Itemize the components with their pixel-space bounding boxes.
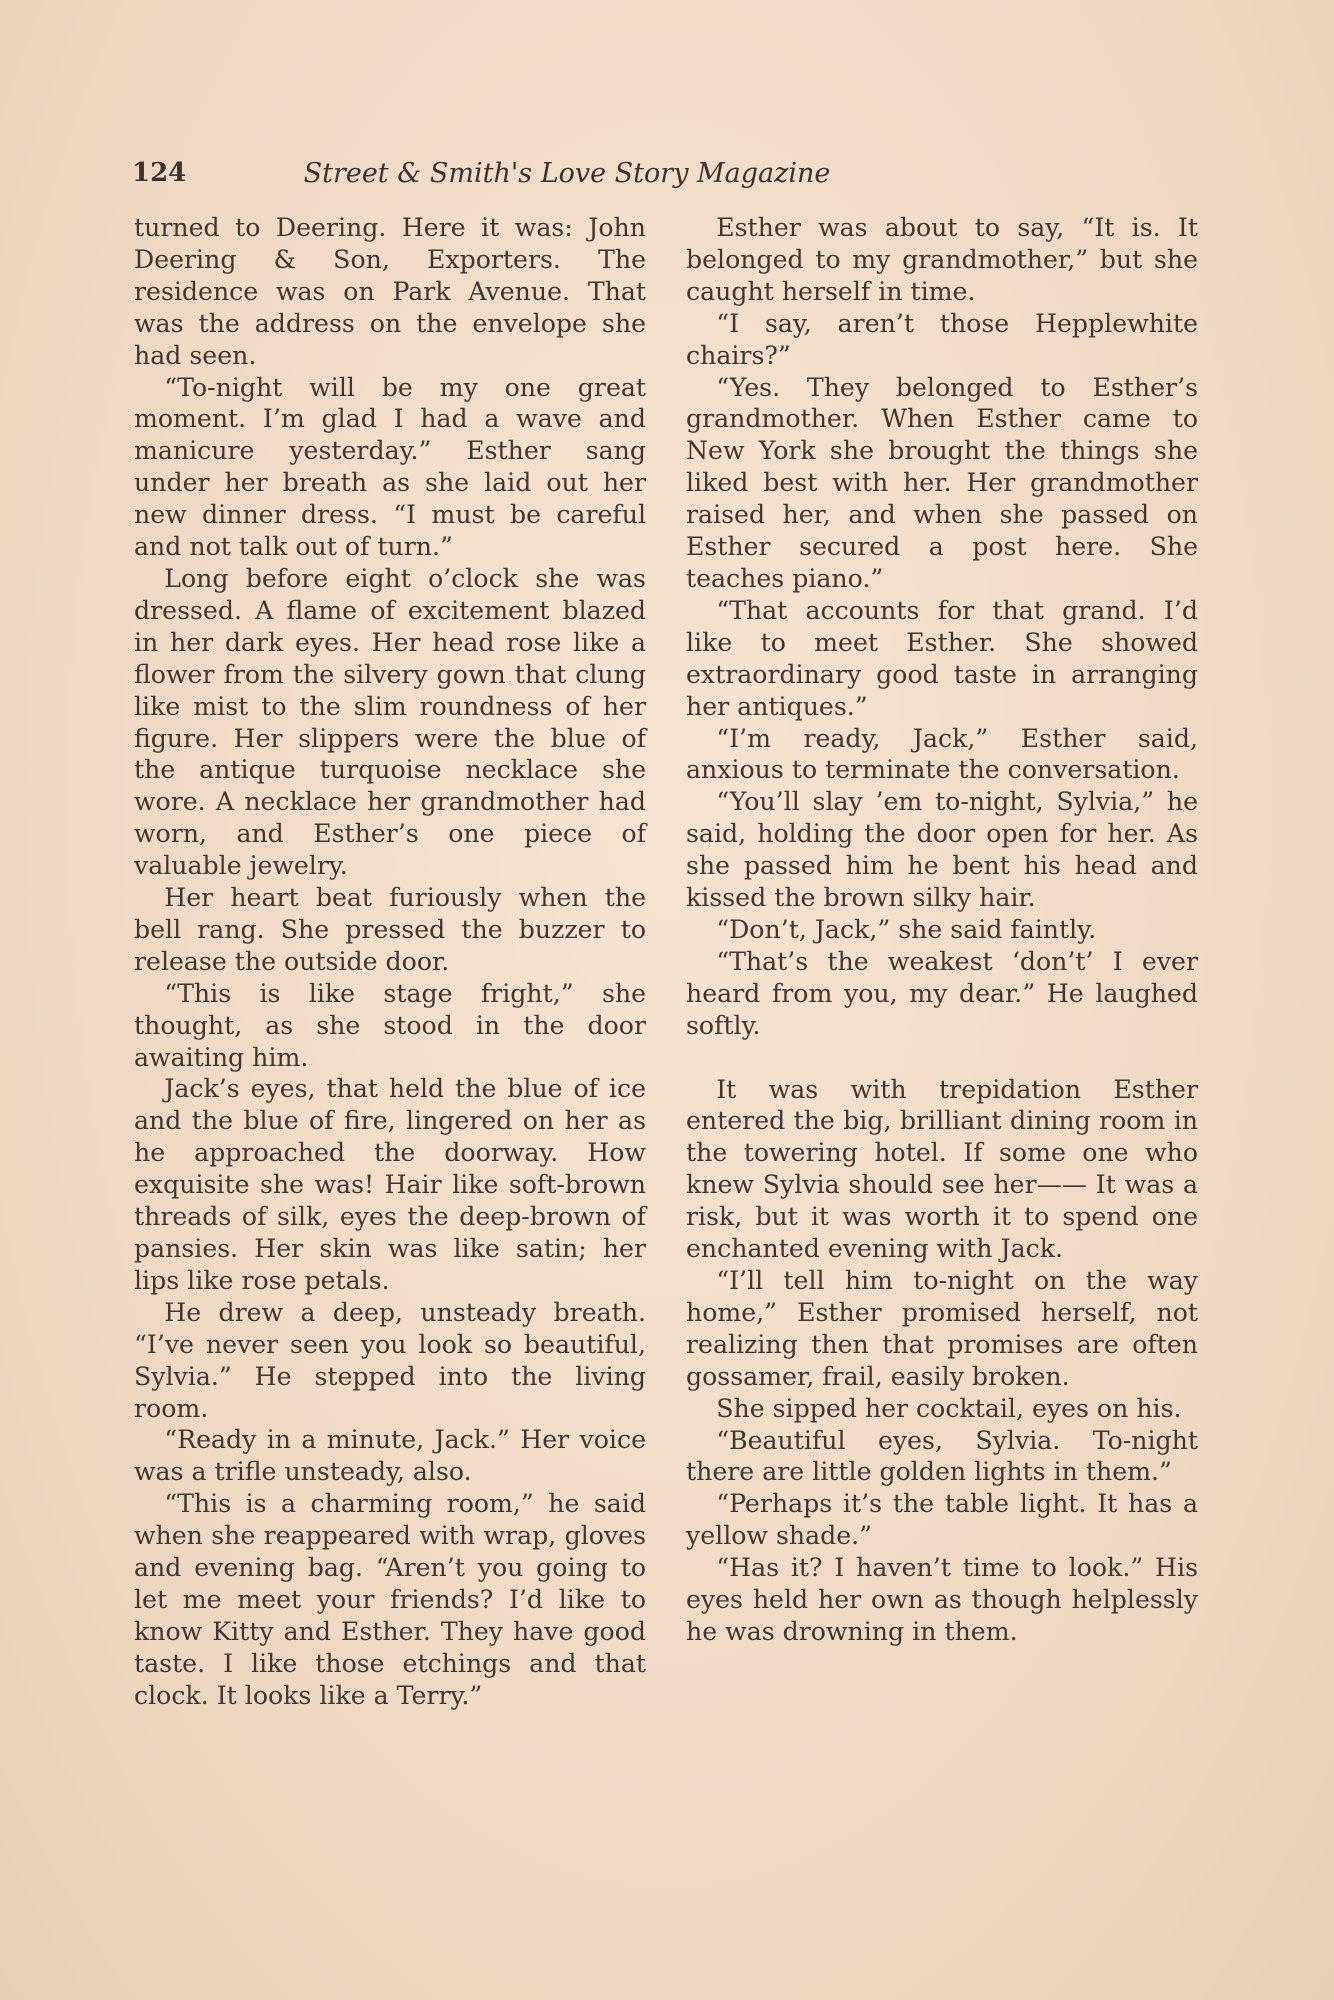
paragraph: Jack’s eyes, that held the blue of ice and the blue of fire, lingered on her as he approached the doorway. How exquisite she was! Hair like soft-brown threads of silk, eyes the deep-brown of pansies. Her skin was like satin; her lips like rose petals. (134, 1074, 646, 1295)
paragraph: She sipped her cocktail, eyes on his. (716, 1393, 1182, 1423)
running-title: Street & Smith's Love Story Magazine (303, 158, 831, 189)
paragraph: “This is like stage fright,” she thought, as she stood in the door awaiting him. (134, 978, 646, 1072)
paragraph: It was with trepidation Esther entered the big, brilliant dining room in the towering hotel. If some one who knew Sylvia should see her—— It was a risk, but it was worth it to spend one enchanted evening with Jack. (686, 1074, 1198, 1264)
left-column (134, 212, 646, 1712)
paragraph: “I’m ready, Jack,” Esther said, anxious to terminate the conversation. (686, 723, 1198, 785)
right-column (686, 212, 1198, 1648)
paragraph: “That accounts for that grand. I’d like to meet Esther. She showed extraordinary good taste in arranging her antiques.” (686, 595, 1198, 721)
paragraph: He drew a deep, unsteady breath. “I’ve never seen you look so beautiful, Sylvia.” He stepped into the living room. (134, 1297, 646, 1423)
paragraph: “Ready in a minute, Jack.” Her voice was a trifle unsteady, also. (134, 1425, 646, 1487)
paragraph: Long before eight o’clock she was dressed. A flame of excitement blazed in her dark eyes. Her head rose like a flower from the silvery gown that clung like mist to the slim roundness of her figure. Her slippers were the blue of the antique turquoise necklace she wore. A necklace her grandmother had worn, and Esther’s one piece of valuable jewelry. (134, 563, 646, 881)
paragraph: “You’ll slay ’em to-night, Sylvia,” he said, holding the door open for her. As she passed him he bent his head and kissed the brown silky hair. (686, 787, 1198, 913)
paragraph: Her heart beat furiously when the bell rang. She pressed the buzzer to release the outside door. (134, 883, 646, 976)
paragraph: “I’ll tell him to-night on the way home,” Esther promised herself, not realizing then that promises are often gossamer, frail, easily broken. (686, 1266, 1198, 1391)
page-number: 124 (132, 158, 187, 188)
paragraph: “Perhaps it’s the table light. It has a yellow shade.” (686, 1489, 1198, 1551)
paragraph: “To-night will be my one great moment. I’m glad I had a wave and manicure yesterday.” Esther sang under her breath as she laid out her new dinner dress. “I must be careful and not talk out of turn.” (134, 372, 646, 562)
paragraph: “Beautiful eyes, Sylvia. To-night there are little golden lights in them.” (686, 1425, 1198, 1487)
paragraph: “Yes. They belonged to Esther’s grandmother. When Esther came to New York she brought the things she liked best with her. Her grandmother raised her, and when she passed on Esther secured a post here. She teaches piano.” (686, 372, 1198, 593)
paragraph: “Don’t, Jack,” she said faintly. (716, 914, 1097, 944)
paragraph: Esther was about to say, “It is. It belonged to my grandmother,” but she caught herself in time. (686, 213, 1198, 306)
paragraph: “That’s the weakest ‘don’t’ I ever heard from you, my dear.” He laughed softly. (686, 946, 1198, 1040)
paragraph: “Has it? I haven’t time to look.” His eyes held her own as though helplessly he was drowning in them. (686, 1553, 1198, 1646)
paragraph: “I say, aren’t those Hepplewhite chairs?” (686, 308, 1198, 370)
page-header (132, 152, 962, 198)
paragraph: “This is a charming room,” he said when she reappeared with wrap, gloves and evening bag. “Aren’t you going to let me meet your friends? I’d like to know Kitty and Esther. They have good taste. I like those etchings and that clock. It looks like a Terry.” (134, 1489, 646, 1710)
paragraph: turned to Deering. Here it was: John Deering & Son, Exporters. The residence was on Park Avenue. That was the address on the envelope she had seen. (134, 213, 646, 370)
